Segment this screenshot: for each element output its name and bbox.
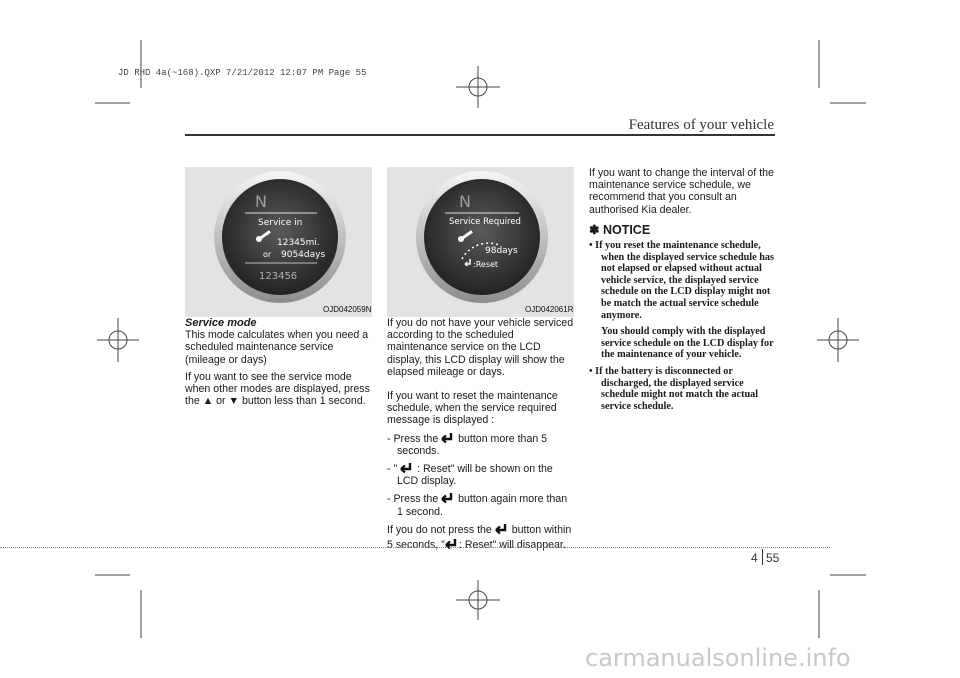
step-3: - Press the button again more than 1 second.: [387, 493, 568, 518]
paragraph: If you do not press the button within 5 seconds, " : Reset" will disappear.: [387, 523, 572, 551]
section-title: Features of your vehicle: [628, 117, 774, 133]
paragraph: This mode calculates when you need a scheduled maintenance service (mileage or days): [185, 329, 369, 366]
header-rule: [185, 134, 775, 136]
needle-letter: N: [459, 192, 471, 211]
reset-label: :Reset: [473, 260, 499, 269]
watermark[interactable]: carmanualsonline.info: [585, 644, 851, 672]
column-1: [185, 317, 373, 412]
figure-label: OJD042059N: [323, 305, 372, 314]
print-slug: JD RHD 4a(~168).QXP 7/21/2012 12:07 PM Page 55: [118, 68, 367, 78]
registration-mark-right: [817, 318, 859, 362]
paragraph-text: or: [216, 395, 226, 408]
service-days: 9054days: [281, 250, 326, 260]
enter-icon: [441, 432, 455, 444]
odometer-value: 123456: [259, 271, 298, 282]
paragraph: If you want to change the interval of the maintenance service schedule, we recommend that you consult an authorised Kia dealer.: [589, 167, 774, 216]
notice-title: ✽ NOTICE: [589, 222, 651, 237]
figure-service-required: [387, 167, 574, 317]
paragraph: If you want to reset the maintenance schedule, when the service required message is displayed :: [387, 390, 558, 427]
gauge-service-in-illustration: [185, 167, 372, 317]
registration-mark-top: [456, 66, 500, 108]
notice-bullet-2: • If the battery is disconnected or discharged, the displayed service schedule might not match the actual service schedule.: [589, 365, 759, 412]
down-arrow-icon: ▼: [228, 395, 240, 408]
screen-title: Service Required: [449, 217, 521, 227]
column-3: [589, 167, 775, 417]
enter-icon: [441, 492, 455, 504]
paragraph-text: button less than 1 second.: [241, 395, 366, 408]
service-or-label: or: [263, 250, 272, 259]
paragraph: If you do not have your vehicle serviced according to the scheduled maintenance service on the LCD display, this LCD display will show the elapsed mileage or days.: [387, 317, 574, 378]
registration-mark-bottom: [456, 580, 500, 620]
step-2: - " : Reset" will be shown on the LCD display.: [387, 463, 553, 488]
page-number: 55: [766, 551, 780, 565]
up-arrow-icon: ▲: [202, 395, 214, 408]
paragraph-text: If you want to see the service mode when other modes are displayed, press the: [185, 370, 370, 408]
needle-letter: N: [255, 192, 267, 211]
figure-label: OJD042061R: [525, 305, 574, 314]
registration-mark-left: [97, 318, 139, 362]
chapter-number: 4: [751, 551, 758, 565]
paragraph: [185, 371, 373, 408]
elapsed-days: 98days: [485, 246, 518, 256]
gauge-service-required-illustration: [387, 167, 574, 317]
notice-bullet-1: • If you reset the maintenance schedule, when the displayed service schedule has not elapsed or elapsed without actual vehicle service, the displayed service schedule on the LCD display might not be match the actual service schedule anymore.: [589, 240, 774, 321]
page-number-divider: [762, 549, 763, 565]
section-heading: Service mode: [185, 317, 257, 329]
service-mileage: 12345mi.: [277, 238, 320, 248]
screen-title: Service in: [258, 218, 303, 228]
figure-service-in: [185, 167, 372, 317]
enter-icon: [400, 462, 414, 474]
column-2: [387, 317, 575, 558]
step-1: - Press the button more than 5 seconds.: [387, 432, 548, 457]
enter-icon: [445, 538, 459, 550]
notice-bullet-1-continued: You should comply with the displayed service schedule on the LCD display for the maintenance of your vehicle.: [601, 326, 774, 361]
footer-dotted-rule: [0, 547, 830, 548]
enter-icon: [495, 523, 509, 535]
